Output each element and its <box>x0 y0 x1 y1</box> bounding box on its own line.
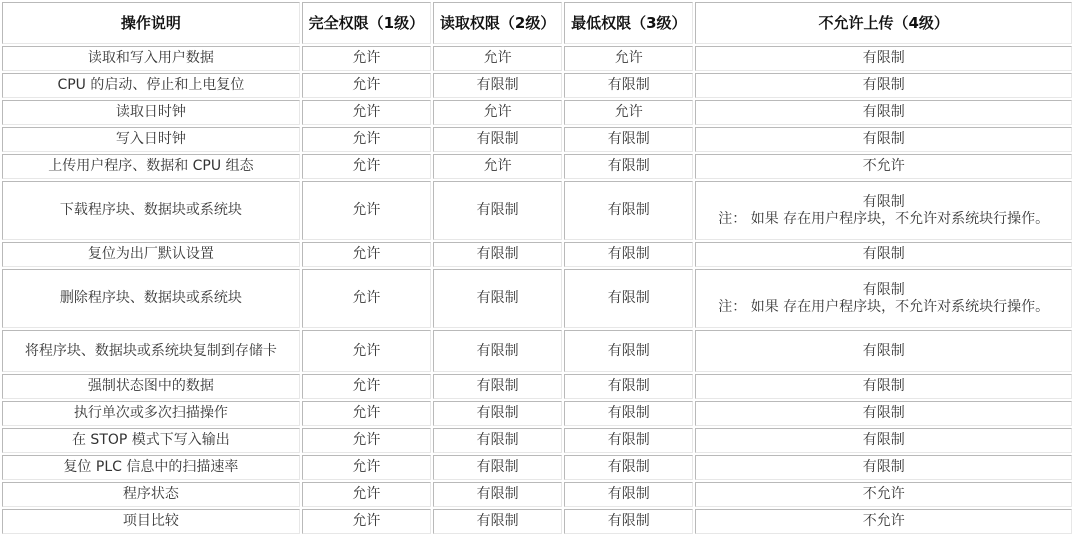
level-2-cell: 有限制 <box>433 330 562 372</box>
level-3-cell: 有限制 <box>564 428 693 453</box>
operation-cell: 将程序块、数据块或系统块复制到存储卡 <box>2 330 300 372</box>
level-1-cell: 允许 <box>302 401 431 426</box>
level-4-cell <box>695 269 1072 328</box>
level-3-cell: 有限制 <box>564 154 693 179</box>
level-4-cell: 有限制 <box>695 455 1072 480</box>
level-4-cell: 有限制 <box>695 100 1072 125</box>
level-4-value: 有限制 <box>862 281 905 298</box>
level-4-cell: 不允许 <box>695 154 1072 179</box>
operation-cell: 执行单次或多次扫描操作 <box>2 401 300 426</box>
level-1-cell: 允许 <box>302 482 431 507</box>
level-1-cell: 允许 <box>302 100 431 125</box>
level-1-cell: 允许 <box>302 127 431 152</box>
level-1-cell: 允许 <box>302 509 431 534</box>
operation-cell: 上传用户程序、数据和 CPU 组态 <box>2 154 300 179</box>
operation-cell: 复位为出厂默认设置 <box>2 242 300 267</box>
level-1-cell: 允许 <box>302 73 431 98</box>
level-2-cell: 有限制 <box>433 127 562 152</box>
level-1-cell: 允许 <box>302 269 431 328</box>
level-1-cell: 允许 <box>302 154 431 179</box>
level-2-cell: 允许 <box>433 154 562 179</box>
table-row <box>2 242 1072 267</box>
table-row <box>2 127 1072 152</box>
table-row <box>2 154 1072 179</box>
table-row <box>2 401 1072 426</box>
table-row <box>2 100 1072 125</box>
level-3-cell: 有限制 <box>564 73 693 98</box>
level-3-cell: 允许 <box>564 100 693 125</box>
header-row <box>2 2 1072 44</box>
level-3-cell: 有限制 <box>564 509 693 534</box>
table-row <box>2 509 1072 534</box>
level-4-cell: 有限制 <box>695 127 1072 152</box>
level-2-cell: 有限制 <box>433 428 562 453</box>
operation-cell: 读取和写入用户数据 <box>2 46 300 71</box>
table-row <box>2 482 1072 507</box>
level-3-cell: 有限制 <box>564 401 693 426</box>
operation-cell: CPU 的启动、停止和上电复位 <box>2 73 300 98</box>
table-row <box>2 73 1072 98</box>
operation-cell: 项目比较 <box>2 509 300 534</box>
level-3-cell: 有限制 <box>564 455 693 480</box>
level-1-cell: 允许 <box>302 242 431 267</box>
level-3-cell: 有限制 <box>564 242 693 267</box>
level-3-cell: 允许 <box>564 46 693 71</box>
operation-cell: 写入日时钟 <box>2 127 300 152</box>
table-row <box>2 330 1072 372</box>
level-1-cell: 允许 <box>302 455 431 480</box>
level-4-cell: 有限制 <box>695 428 1072 453</box>
table-row <box>2 269 1072 328</box>
level-4-cell: 不允许 <box>695 509 1072 534</box>
level-2-cell: 有限制 <box>433 509 562 534</box>
level-1-cell: 允许 <box>302 181 431 240</box>
level-2-cell: 有限制 <box>433 242 562 267</box>
header-operation: 操作说明 <box>2 2 300 44</box>
level-2-cell: 有限制 <box>433 181 562 240</box>
header-level-1: 完全权限（1级） <box>302 2 431 44</box>
level-3-cell: 有限制 <box>564 330 693 372</box>
level-3-cell: 有限制 <box>564 374 693 399</box>
operation-cell: 在 STOP 模式下写入输出 <box>2 428 300 453</box>
level-4-cell: 不允许 <box>695 482 1072 507</box>
header-level-4: 不允许上传（4级） <box>695 2 1072 44</box>
table-row <box>2 455 1072 480</box>
operation-cell: 强制状态图中的数据 <box>2 374 300 399</box>
level-4-value: 有限制 <box>862 193 905 210</box>
level-4-cell: 有限制 <box>695 374 1072 399</box>
level-1-cell: 允许 <box>302 330 431 372</box>
header-level-3: 最低权限（3级） <box>564 2 693 44</box>
table-row <box>2 374 1072 399</box>
level-4-cell: 有限制 <box>695 401 1072 426</box>
level-2-cell: 允许 <box>433 46 562 71</box>
level-1-cell: 允许 <box>302 46 431 71</box>
table-row <box>2 46 1072 71</box>
operation-cell: 程序状态 <box>2 482 300 507</box>
level-4-cell: 有限制 <box>695 46 1072 71</box>
level-4-cell: 有限制 <box>695 242 1072 267</box>
level-2-cell: 有限制 <box>433 73 562 98</box>
operation-cell: 读取日时钟 <box>2 100 300 125</box>
level-4-note: 注： 如果 存在用户程序块，不允许对系统块行操作。 <box>718 298 1050 315</box>
level-2-cell: 有限制 <box>433 455 562 480</box>
table-row <box>2 428 1072 453</box>
level-4-cell: 有限制 <box>695 330 1072 372</box>
level-1-cell: 允许 <box>302 428 431 453</box>
operation-cell: 复位 PLC 信息中的扫描速率 <box>2 455 300 480</box>
level-2-cell: 有限制 <box>433 269 562 328</box>
level-3-cell: 有限制 <box>564 482 693 507</box>
operation-cell: 删除程序块、数据块或系统块 <box>2 269 300 328</box>
operation-cell: 下载程序块、数据块或系统块 <box>2 181 300 240</box>
level-4-cell: 有限制 <box>695 73 1072 98</box>
level-3-cell: 有限制 <box>564 269 693 328</box>
table-row <box>2 181 1072 240</box>
level-2-cell: 有限制 <box>433 482 562 507</box>
level-2-cell: 有限制 <box>433 374 562 399</box>
level-3-cell: 有限制 <box>564 127 693 152</box>
level-2-cell: 允许 <box>433 100 562 125</box>
header-level-2: 读取权限（2级） <box>433 2 562 44</box>
level-2-cell: 有限制 <box>433 401 562 426</box>
level-1-cell: 允许 <box>302 374 431 399</box>
level-4-note: 注： 如果 存在用户程序块，不允许对系统块行操作。 <box>718 210 1050 227</box>
level-3-cell: 有限制 <box>564 181 693 240</box>
level-4-cell <box>695 181 1072 240</box>
